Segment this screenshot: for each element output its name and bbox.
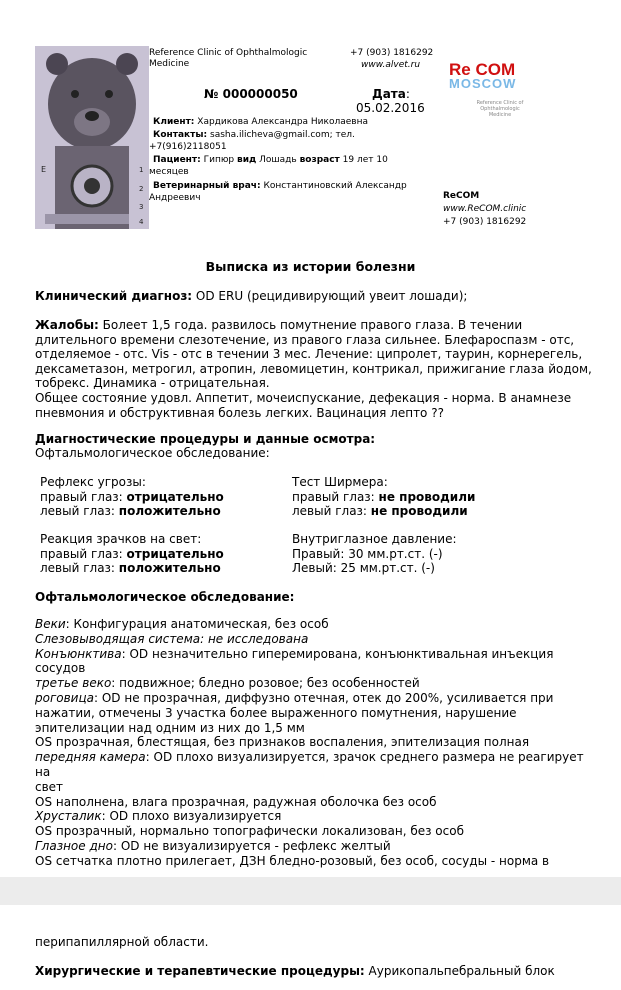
complaints-line: дексаметазон, метрогил, атропин, левомицетин, контрикал, прижигание глаза йодом, <box>35 361 592 376</box>
complaints-line: длительного времени слезотечение, из правого глаза сильнее. Блефароспазм - отс, <box>35 332 575 347</box>
clinic-phone: +7 (903) 1816292 <box>350 48 434 58</box>
complaints-line: тобрекс. Динамика - отрицательная. <box>35 376 270 391</box>
exam-row: Слезовыводящая система: не исследована <box>35 631 309 646</box>
exam-findings <box>35 617 595 869</box>
svg-text:1: 1 <box>139 166 144 174</box>
procedures-heading: Диагностические процедуры и данные осмотра: <box>35 432 376 446</box>
exam-row: передняя камера: OD плохо визуализируется, зрачок среднего размера не реагирует на <box>35 750 584 779</box>
document-page-2 <box>0 905 621 990</box>
exam-row: Хрусталик: OD плохо визуализируется <box>35 809 282 824</box>
recom-logo-moscow: MOSCOW <box>449 76 517 91</box>
exam-row: третье веко: подвижное; бледно розовое; без особенностей <box>35 676 420 691</box>
exam-row: эпителизации над одним из них до 1,5 мм <box>35 720 305 735</box>
exam-row: Веки: Конфигурация анатомическая, без особ <box>35 617 329 631</box>
exam-row: OS наполнена, влага прозрачная, радужная оболочка без особ <box>35 794 437 809</box>
exam-row: Глазное дно: OD не визуализируется - рефлекс желтый <box>35 838 391 853</box>
clinic-name: Reference Clinic of Ophthalmologic Medicine <box>149 48 308 69</box>
exam-row: свет <box>35 779 64 794</box>
complaints-line: Общее состояние удовл. Аппетит, мочеиспускание, дефекация - норма. В анамнезе <box>35 390 572 405</box>
vet-row: Ветеринарный врач: Константиновский Александр <box>153 181 407 191</box>
page-separator <box>0 877 621 905</box>
contacts-row: Контакты: sasha.ilicheva@gmail.com; тел. <box>153 130 355 140</box>
svg-text:4: 4 <box>139 218 144 226</box>
date-value: 05.02.2016 <box>356 101 425 115</box>
diagnosis: Клинический диагноз: OD ERU (рецидивирующий увеит лошади); <box>35 289 468 303</box>
svg-text:2: 2 <box>139 185 144 193</box>
vet-name-cont: Андреевич <box>149 193 201 203</box>
svg-text:3: 3 <box>139 203 144 211</box>
exam-row: Конъюнктива: OD незначительно гиперемирована, конъюнктивальная инъекция <box>35 646 554 661</box>
patient-row: Пациент: Гипюр вид Лошадь возраст 19 лет 10 <box>153 155 388 165</box>
ophth-heading: Офтальмологическое обследование: <box>35 590 295 604</box>
clinic-site[interactable]: www.alvet.ru <box>361 60 421 70</box>
page-title: Выписка из истории болезни <box>205 259 416 274</box>
complaints <box>35 318 595 420</box>
recom-site[interactable]: www.ReCOM.clinic <box>443 204 527 214</box>
exam-row: OS сетчатка плотно прилегает, ДЗН бледно-розовый, без особ, сосуды - норма в <box>35 853 550 868</box>
page2-continuation: перипапиллярной области. <box>35 935 209 949</box>
recom-name: ReCOM <box>443 191 480 201</box>
client-row: Клиент: Хардикова Александра Николаевна <box>153 117 368 127</box>
menace-reflex: Рефлекс угрозы: правый глаз: отрицательно левый глаз: положительно <box>40 475 224 519</box>
recom-logo-subtitle: Reference Clinic of Ophthalmologic Medicine <box>476 100 524 118</box>
bear-eye-chart-image <box>35 46 149 229</box>
pupil-reaction: Реакция зрачков на свет: правый глаз: отрицательно левый глаз: положительно <box>40 532 224 576</box>
recom-phone: +7 (903) 1816292 <box>443 217 527 227</box>
exam-row: нажатии, отмечены 3 участка более выраженного помутнения, нарушение <box>35 705 517 720</box>
date-label: Дата: <box>372 87 410 101</box>
complaints-line: Жалобы: Болеет 1,5 года. развилось помутнение правого глаза. В течении <box>35 318 523 332</box>
schirmer-test: Тест Ширмера: правый глаз: не проводили левый глаз: не проводили <box>292 475 476 519</box>
svg-text:E: E <box>41 165 47 174</box>
procedures-subheading: Офтальмологическое обследование: <box>35 446 270 460</box>
intraocular-pressure: Внутриглазное давление: Правый: 30 мм.рт.ст. (-) Левый: 25 мм.рт.ст. (-) <box>292 532 457 576</box>
record-number: № 000000050 <box>204 87 298 101</box>
complaints-line: пневмония и обструктивная болезь легких. Вацинация лепто ?? <box>35 405 444 420</box>
complaints-line: отделяемое - отс. Vis - отс в течении 3 мес. Лечение: ципролет, таурин, корнерегель, <box>35 347 583 362</box>
exam-row: роговица: OD не прозрачная, диффузно отечная, отек до 200%, усиливается при <box>35 690 554 705</box>
recom-logo: Re COM <box>449 60 516 79</box>
exam-row: сосудов <box>35 661 86 676</box>
contacts-phone: +7(916)2118051 <box>149 142 227 152</box>
exam-row: OS прозрачный, нормально топографически локализован, без особ <box>35 824 464 839</box>
surgery-procedures: Хирургические и терапевтические процедуры: Аурикопальпебральный блок <box>35 964 555 978</box>
exam-row: OS прозрачная, блестящая, без признаков воспаления, эпителизация полная <box>35 735 530 750</box>
patient-age-cont: месяцев <box>149 167 189 177</box>
